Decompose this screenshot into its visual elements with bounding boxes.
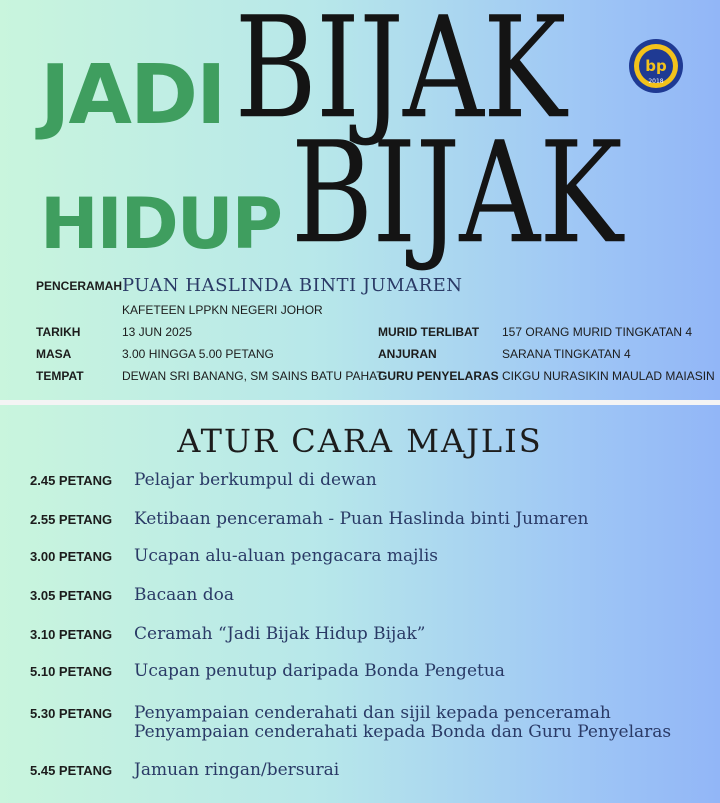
- title-line-2: [40, 112, 622, 275]
- speaker-org: KAFETEEN LPPKN NEGERI JOHOR: [122, 303, 323, 317]
- programme-desc: Ucapan penutup daripada Bonda Pengetua: [134, 661, 505, 681]
- programme-desc: Pelajar berkumpul di dewan: [134, 470, 377, 490]
- programme-time: 3.00 PETANG: [30, 549, 113, 564]
- programme-desc-2: Penyampaian cenderahati kepada Bonda dan Guru Penyelaras: [134, 722, 672, 742]
- school-logo-icon: [628, 38, 684, 94]
- title-jadi: JADI: [40, 48, 225, 143]
- title-bijak-1: BIJAK: [234, 0, 566, 150]
- speaker-label: PENCERAMAH: [36, 279, 123, 293]
- title-hidup: HIDUP: [40, 183, 281, 265]
- programme-time: 5.45 PETANG: [30, 763, 113, 778]
- programme-title: ATUR CARA MAJLIS: [177, 422, 543, 460]
- speaker-name: PUAN HASLINDA BINTI JUMAREN: [122, 275, 463, 296]
- coordinator-label: GURU PENYELARAS: [378, 369, 499, 383]
- programme-panel: [0, 405, 720, 803]
- programme-desc: Penyampaian cenderahati dan sijil kepada penceramah: [134, 703, 611, 723]
- participants-label: MURID TERLIBAT: [378, 325, 480, 339]
- organizer-label: ANJURAN: [378, 347, 437, 361]
- logo-year: 2018: [648, 78, 664, 85]
- programme-time: 3.05 PETANG: [30, 588, 113, 603]
- programme-time: 2.45 PETANG: [30, 473, 113, 488]
- logo-text: bp: [645, 57, 667, 75]
- programme-time: 5.10 PETANG: [30, 664, 113, 679]
- programme-desc: Bacaan doa: [134, 585, 235, 605]
- participants-value: 157 ORANG MURID TINGKATAN 4: [502, 325, 693, 339]
- programme-time: 5.30 PETANG: [30, 706, 113, 721]
- programme-desc: Ceramah “Jadi Bijak Hidup Bijak”: [134, 624, 426, 644]
- programme-desc: Ketibaan penceramah - Puan Haslinda binti Jumaren: [134, 509, 589, 529]
- programme-desc: Jamuan ringan/bersurai: [134, 760, 340, 780]
- venue-value: DEWAN SRI BANANG, SM SAINS BATU PAHAT: [122, 369, 384, 383]
- time-value: 3.00 HINGGA 5.00 PETANG: [122, 347, 274, 361]
- date-value: 13 JUN 2025: [122, 325, 193, 339]
- time-label: MASA: [36, 347, 72, 361]
- title-bijak-2: BIJAK: [290, 112, 622, 275]
- date-label: TARIKH: [36, 325, 81, 339]
- venue-label: TEMPAT: [36, 369, 84, 383]
- event-banner: [0, 0, 720, 400]
- programme-time: 3.10 PETANG: [30, 627, 113, 642]
- programme-time: 2.55 PETANG: [30, 512, 113, 527]
- coordinator-value: CIKGU NURASIKIN MAULAD MAIASIN: [502, 369, 715, 383]
- organizer-value: SARANA TINGKATAN 4: [502, 347, 631, 361]
- programme-desc: Ucapan alu-aluan pengacara majlis: [134, 546, 438, 566]
